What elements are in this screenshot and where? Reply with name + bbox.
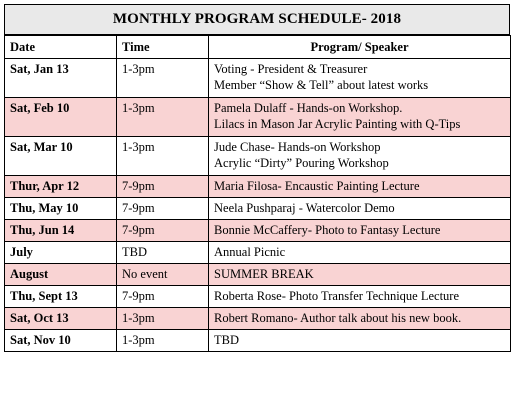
schedule-title: MONTHLY PROGRAM SCHEDULE- 2018: [4, 4, 510, 35]
table-row: [5, 137, 511, 176]
program-line: Jude Chase- Hands-on Workshop: [214, 140, 381, 154]
table-row: [5, 264, 511, 286]
table-row: [5, 98, 511, 137]
header-row: [5, 36, 511, 59]
schedule-table: [4, 35, 511, 352]
row-program: Neela Pushparaj - Watercolor Demo: [209, 198, 511, 220]
program-line: Acrylic “Dirty” Pouring Workshop: [214, 156, 389, 170]
row-program: Maria Filosa- Encaustic Painting Lecture: [209, 176, 511, 198]
table-row: [5, 220, 511, 242]
row-program: Bonnie McCaffery- Photo to Fantasy Lecture: [209, 220, 511, 242]
row-time: 7-9pm: [117, 176, 209, 198]
column-header-date: Date: [5, 36, 117, 59]
row-date: Thu, Sept 13: [5, 286, 117, 308]
row-program: SUMMER BREAK: [209, 264, 511, 286]
table-row: [5, 198, 511, 220]
row-date: July: [5, 242, 117, 264]
row-time: 1-3pm: [117, 137, 209, 176]
row-date: Thur, Apr 12: [5, 176, 117, 198]
row-date: Sat, Mar 10: [5, 137, 117, 176]
row-program: [209, 137, 511, 176]
program-line: Pamela Dulaff - Hands-on Workshop.: [214, 101, 403, 115]
row-date: Thu, Jun 14: [5, 220, 117, 242]
column-header-time: Time: [117, 36, 209, 59]
row-program: TBD: [209, 330, 511, 352]
row-program: [209, 98, 511, 137]
table-row: [5, 242, 511, 264]
row-time: 7-9pm: [117, 198, 209, 220]
row-time: TBD: [117, 242, 209, 264]
row-time: 7-9pm: [117, 286, 209, 308]
row-date: Sat, Feb 10: [5, 98, 117, 137]
row-program: Robert Romano- Author talk about his new book.: [209, 308, 511, 330]
row-time: 1-3pm: [117, 330, 209, 352]
row-date: Thu, May 10: [5, 198, 117, 220]
program-line: Member “Show & Tell” about latest works: [214, 78, 429, 92]
table-row: [5, 308, 511, 330]
schedule-document: [4, 4, 510, 407]
program-line: Voting - President & Treasurer: [214, 62, 368, 76]
program-line: Lilacs in Mason Jar Acrylic Painting with Q-Tips: [214, 117, 461, 131]
table-row: [5, 59, 511, 98]
row-date: August: [5, 264, 117, 286]
table-row: [5, 330, 511, 352]
row-time: 1-3pm: [117, 308, 209, 330]
row-date: Sat, Oct 13: [5, 308, 117, 330]
table-row: [5, 176, 511, 198]
row-program: Annual Picnic: [209, 242, 511, 264]
row-date: Sat, Nov 10: [5, 330, 117, 352]
table-row: [5, 286, 511, 308]
row-time: 7-9pm: [117, 220, 209, 242]
column-header-program: Program/ Speaker: [209, 36, 511, 59]
row-time: No event: [117, 264, 209, 286]
row-program: Roberta Rose- Photo Transfer Technique Lecture: [209, 286, 511, 308]
row-program: [209, 59, 511, 98]
row-date: Sat, Jan 13: [5, 59, 117, 98]
row-time: 1-3pm: [117, 59, 209, 98]
row-time: 1-3pm: [117, 98, 209, 137]
